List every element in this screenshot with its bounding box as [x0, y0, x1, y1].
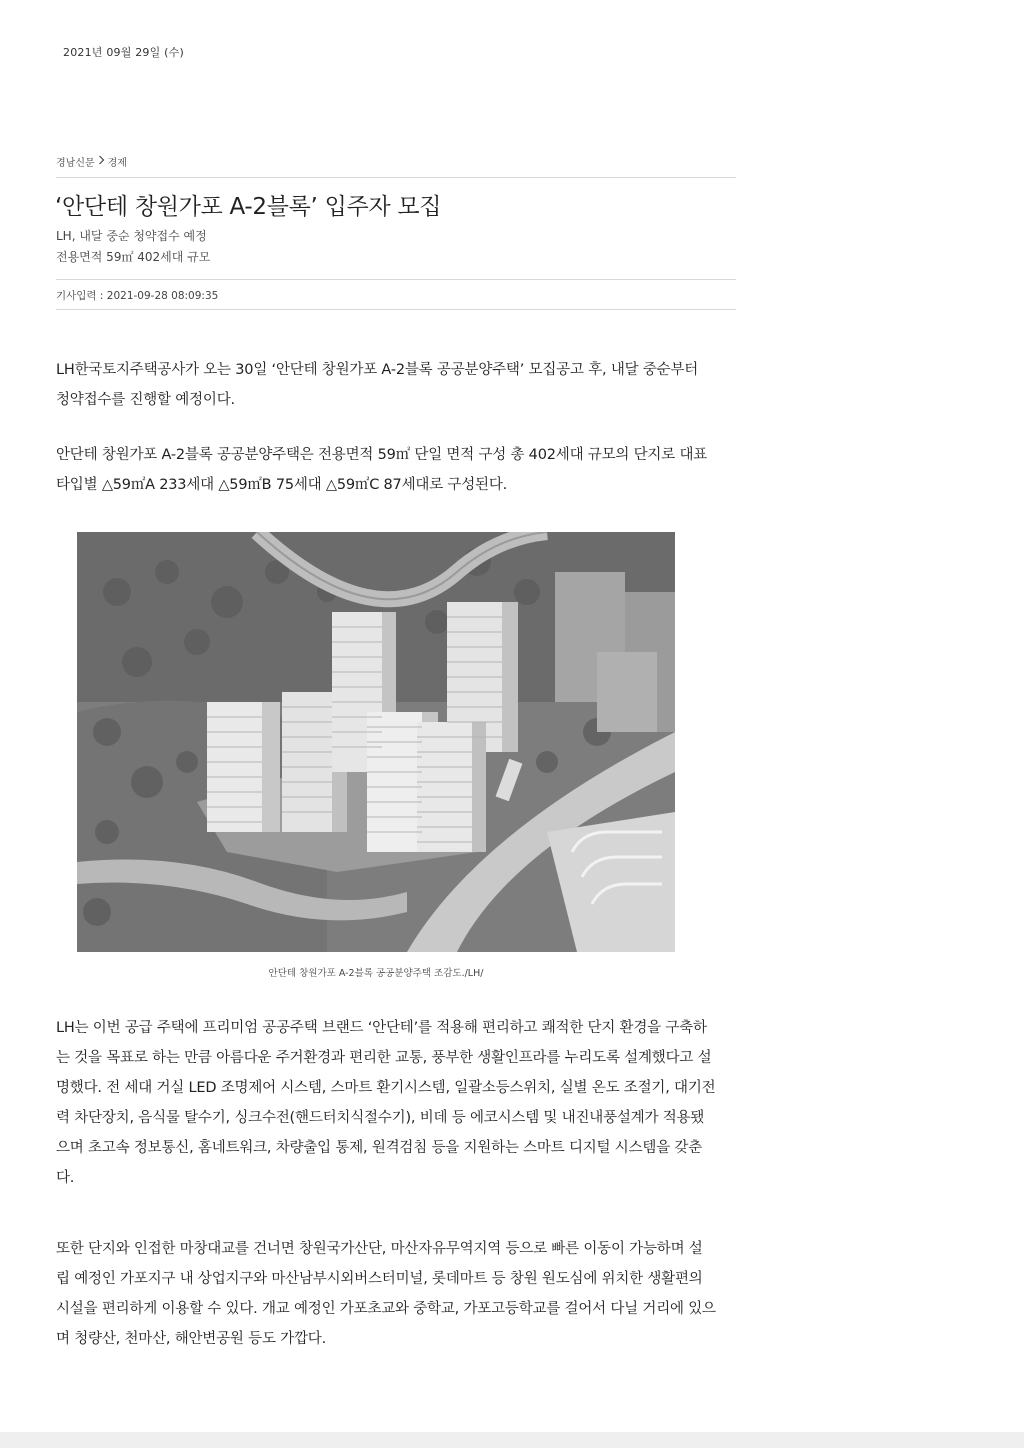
article-paragraph: 또한 단지와 인접한 마창대교를 건너면 창원국가산단, 마산자유무역지역 등으로 빠른 이동이 가능하며 설립 예정인 가포지구 내 상업지구와 마산남부시외버스터미널, 롯데마트 등 창원 원도심에 위치한 생활편의 시설을 편리하게 이용할 수 있다. 개교 예정인 가포초교와 중학교, 가포고등학교를 걸어서 다닐 거리에 있으며 청량산, 천마산, 해안변공원 등도 가깝다. [56, 1241, 716, 1347]
article-paragraph: LH는 이번 공급 주택에 프리미엄 공공주택 브랜드 ‘안단테’를 적용해 편리하고 쾌적한 단지 환경을 구축하는 것을 목표로 하는 만큼 아름다운 주거환경과 편리한 교통, 풍부한 생활인프라를 누리도록 설계했다고 설명했다. 전 세대 거실 LED 조명제어 시스템, 스마트 환기시스템, 일괄소등스위치, 실별 온도 조절기, 대기전력 차단장치, 음식물 탈수기, 싱크수전(핸드터치식절수기), 비데 등 에코시스템 및 내진내풍설계가 적용됐으며 초고속 정보통신, 홈네트워크, 차량출입 통제, 원격검침 등을 지원하는 스마트 디지털 시스템을 갖춘다. [56, 1020, 716, 1186]
page-footer-band [0, 1432, 1024, 1448]
aerial-rendering-image [77, 532, 675, 952]
divider [56, 309, 736, 310]
breadcrumb [56, 154, 127, 169]
breadcrumb-section[interactable]: 경제 [107, 158, 127, 169]
article-paragraph: 안단테 창원가포 A-2블록 공공분양주택은 전용면적 59㎡ 단일 면적 구성 총 402세대 규모의 단지로 대표 타입별 △59㎡A 233세대 △59㎡B 75세대 △59㎡C 87세대로 구성된다. [56, 447, 708, 493]
published-timestamp: 기사입력 : 2021-09-28 08:09:35 [56, 290, 219, 302]
print-date: 2021년 09월 29일 (수) [63, 46, 184, 59]
divider [56, 279, 736, 280]
divider [56, 177, 736, 178]
article-subtitle: LH, 내달 중순 청약접수 예정 [56, 229, 207, 243]
breadcrumb-publication[interactable]: 경남신문 [56, 158, 95, 169]
article-title: ‘안단테 창원가포 A-2블록’ 입주자 모집 [55, 194, 442, 220]
article-paragraph: LH한국토지주택공사가 오는 30일 ‘안단테 창원가포 A-2블록 공공분양주택’ 모집공고 후, 내달 중순부터 청약접수를 진행할 예정이다. [56, 362, 699, 408]
article-subtitle: 전용면적 59㎡ 402세대 규모 [56, 250, 211, 264]
chevron-right-icon [98, 155, 105, 168]
image-caption: 안단테 창원가포 A-2블록 공공분양주택 조감도./LH/ [268, 968, 484, 979]
aerial-illustration [77, 532, 675, 952]
